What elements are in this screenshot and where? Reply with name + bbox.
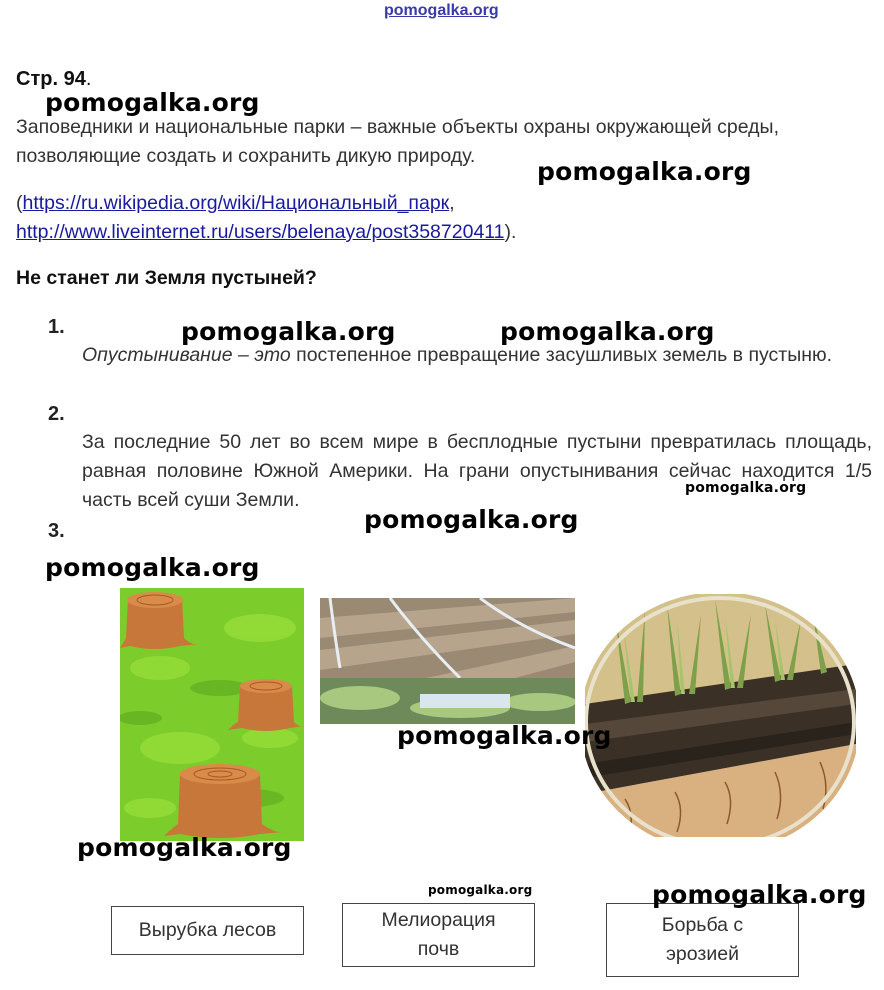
caption-deforestation-text: Вырубка лесов — [138, 919, 277, 941]
watermark: pomogalka.org — [652, 880, 867, 909]
sources-open-paren: ( — [16, 192, 23, 214]
watermark: pomogalka.org — [45, 553, 260, 582]
item-text-2: За последние 50 лет во всем мире в бесплодные пустыни превратилась площадь, равная половине Южной Америки. На грани опустынивания сейчас находится 1/5 часть всей суши Земли. — [82, 431, 872, 511]
sources-separator: , — [449, 192, 455, 214]
caption-erosion-line2: эрозией — [665, 943, 739, 965]
watermark: pomogalka.org — [45, 88, 260, 117]
term-dash: – это — [232, 344, 297, 366]
sources-close-paren: ). — [504, 221, 517, 243]
watermark: pomogalka.org — [685, 480, 807, 496]
page-ref-dot: . — [85, 68, 92, 90]
watermark: pomogalka.org — [397, 721, 612, 750]
page-ref-label: Стр. 94 — [16, 68, 86, 90]
watermark: pomogalka.org — [500, 317, 715, 346]
caption-erosion — [606, 903, 799, 977]
liveinternet-link[interactable]: http://www.liveinternet.ru/users/belenaya/post358720411 — [16, 221, 505, 243]
deforestation-image — [120, 588, 304, 841]
melioration-image — [320, 598, 575, 724]
item-number-2: 2. — [48, 403, 65, 425]
watermark: pomogalka.org — [364, 505, 579, 534]
intro-paragraph: Заповедники и национальные парки – важные объекты охраны окружающей среды, позволяющие создать и сохранить дикую природу. — [16, 116, 779, 167]
watermark: pomogalka.org — [181, 317, 396, 346]
term-desertification: Опустынивание — [82, 344, 233, 366]
item-number-1: 1. — [48, 316, 65, 338]
caption-deforestation — [111, 906, 304, 955]
sources-paragraph — [16, 189, 878, 247]
wikipedia-link[interactable]: https://ru.wikipedia.org/wiki/Национальный_парк — [22, 192, 450, 214]
watermark: pomogalka.org — [428, 883, 533, 897]
item-number-3: 3. — [48, 520, 65, 542]
watermark: pomogalka.org — [77, 833, 292, 862]
caption-melioration-line1: Мелиорация — [381, 909, 496, 931]
caption-melioration-line2: почв — [417, 938, 460, 960]
definition-text: постепенное превращение засушливых земель в пустыню. — [296, 344, 833, 366]
watermark: pomogalka.org — [537, 157, 752, 186]
caption-erosion-line1: Борьба с — [661, 914, 744, 936]
erosion-control-image — [585, 594, 856, 837]
section-heading: Не станет ли Земля пустыней? — [16, 267, 317, 289]
site-watermark-link[interactable]: pomogalka.org — [384, 2, 499, 19]
caption-melioration — [342, 903, 535, 967]
